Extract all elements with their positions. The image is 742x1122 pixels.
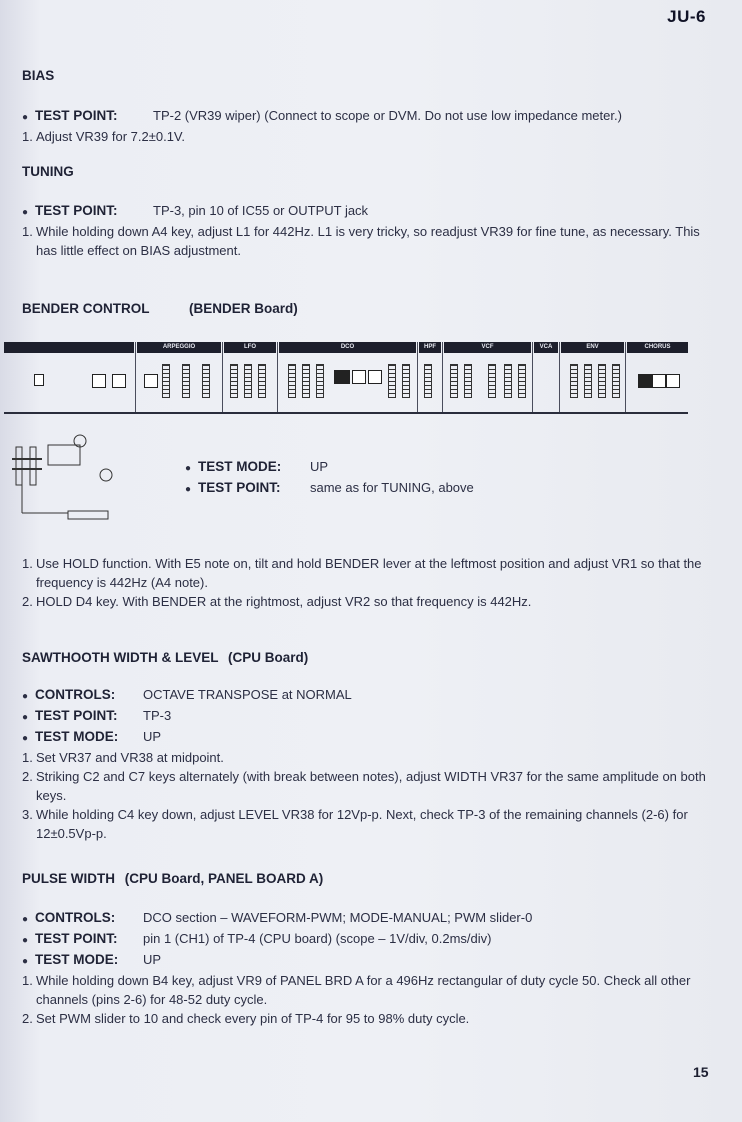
value: TP-2 (VR39 wiper) (Connect to scope or DVM. Do not use low impedance meter.) <box>153 108 622 123</box>
step-text: Use HOLD function. With E5 note on, tilt and hold BENDER lever at the leftmost position and adjust VR1 so that the frequency is 442Hz (A4 note). <box>36 556 702 590</box>
bias-heading: BIAS <box>22 68 55 83</box>
panel-section-hpf: HPF <box>419 342 441 353</box>
value: UP <box>310 459 329 474</box>
step-text: HOLD D4 key. With BENDER at the rightmost, adjust VR2 so that frequency is 442Hz. <box>36 594 532 609</box>
label: TEST POINT: <box>35 708 118 723</box>
section-board: (CPU Board, PANEL BOARD A) <box>124 871 324 886</box>
step-number: 2. <box>22 769 33 784</box>
step-text: Adjust VR39 for 7.2±0.1V. <box>36 129 186 144</box>
panel-section-lfo: LFO <box>224 342 276 353</box>
panel-section-arpeggio: ARPEGGIO <box>137 342 221 353</box>
pulse-block <box>22 908 712 1028</box>
value: UP <box>143 729 162 744</box>
step-text: While holding C4 key down, adjust LEVEL VR38 for 12Vp-p. Next, check TP-3 of the remaining channels (2-6) for 12±0.5Vp-p. <box>36 807 688 841</box>
sawtooth-heading <box>22 650 308 665</box>
sawtooth-block <box>22 685 712 843</box>
step-text: While holding down A4 key, adjust L1 for 442Hz. L1 is very tricky, so readjust VR39 for fine tune, as necessary. This has little effect on BIAS adjustment. <box>36 224 700 258</box>
page-number: 15 <box>693 1064 709 1080</box>
bullet-icon: ● <box>22 935 29 946</box>
pulse-heading <box>22 871 323 886</box>
value: OCTAVE TRANSPOSE at NORMAL <box>143 687 352 702</box>
panel-section-dco: DCO <box>279 342 416 353</box>
bullet-icon: ● <box>22 691 29 702</box>
bender-diagram <box>8 425 158 525</box>
label: CONTROLS: <box>35 910 116 925</box>
label: TEST MODE: <box>198 459 282 474</box>
panel-section-vca: VCA <box>534 342 558 353</box>
bender-test-point <box>185 478 474 499</box>
section-title: BENDER CONTROL <box>22 301 150 316</box>
section-board: (CPU Board) <box>228 650 309 665</box>
bullet-icon: ● <box>185 463 192 474</box>
step-number: 1. <box>22 750 33 765</box>
bullet-icon: ● <box>22 914 29 925</box>
label: TEST POINT: <box>35 931 118 946</box>
value: TP-3, pin 10 of IC55 or OUTPUT jack <box>153 203 369 218</box>
bias-test-point <box>22 106 712 127</box>
bias-block <box>22 106 712 146</box>
pulse-test-point <box>22 929 712 950</box>
step-number: 1. <box>22 556 33 571</box>
step-number: 1. <box>22 129 33 144</box>
panel-section-env: ENV <box>561 342 624 353</box>
step-number: 2. <box>22 594 33 609</box>
step-number: 2. <box>22 1011 33 1026</box>
section-board: (BENDER Board) <box>189 301 298 316</box>
bender-heading <box>22 301 298 316</box>
value: UP <box>143 952 162 967</box>
value: same as for TUNING, above <box>310 480 474 495</box>
step-number: 3. <box>22 807 33 822</box>
label: TEST POINT: <box>198 480 281 495</box>
label: TEST MODE: <box>35 729 119 744</box>
bullet-icon: ● <box>22 712 29 723</box>
bullet-icon: ● <box>22 112 29 123</box>
bullet-icon: ● <box>185 484 192 495</box>
sawtooth-controls <box>22 685 712 706</box>
step-text: Set VR37 and VR38 at midpoint. <box>36 750 224 765</box>
step <box>22 767 712 805</box>
step <box>22 554 712 592</box>
tuning-test-point <box>22 201 712 222</box>
step <box>22 222 712 260</box>
label: TEST POINT: <box>35 108 118 123</box>
label: TEST POINT: <box>35 203 118 218</box>
bullet-icon: ● <box>22 207 29 218</box>
step <box>22 971 712 1009</box>
label: TEST MODE: <box>35 952 119 967</box>
step-text: Striking C2 and C7 keys alternately (with break between notes), adjust WIDTH VR37 for the same amplitude on both keys. <box>36 769 706 803</box>
bender-steps <box>22 554 712 611</box>
model-number: JU-6 <box>667 7 706 26</box>
sawtooth-test-mode <box>22 727 712 748</box>
step-text: While holding down B4 key, adjust VR9 of PANEL BRD A for a 496Hz rectangular of duty cycle 50. Check all other channels (pins 2-6) for 48-52 duty cycle. <box>36 973 691 1007</box>
sawtooth-test-point <box>22 706 712 727</box>
value: TP-3 <box>143 708 172 723</box>
step-number: 1. <box>22 224 33 239</box>
bender-test-settings <box>185 457 474 499</box>
step <box>22 592 712 611</box>
step <box>22 748 712 767</box>
value: pin 1 (CH1) of TP-4 (CPU board) (scope – 1V/div, 0.2ms/div) <box>143 931 492 946</box>
step <box>22 127 712 146</box>
section-title: PULSE WIDTH <box>22 871 115 886</box>
step <box>22 805 712 843</box>
panel-section-vcf: VCF <box>444 342 531 353</box>
bender-test-mode <box>185 457 474 478</box>
pulse-controls <box>22 908 712 929</box>
bullet-icon: ● <box>22 956 29 967</box>
panel-section-chorus: CHORUS <box>627 342 688 353</box>
step-number: 1. <box>22 973 33 988</box>
tuning-heading: TUNING <box>22 164 74 179</box>
bullet-icon: ● <box>22 733 29 744</box>
pulse-test-mode <box>22 950 712 971</box>
tuning-block <box>22 201 712 260</box>
step-text: Set PWM slider to 10 and check every pin of TP-4 for 95 to 98% duty cycle. <box>36 1011 470 1026</box>
step <box>22 1009 712 1028</box>
value: DCO section – WAVEFORM-PWM; MODE-MANUAL; PWM slider-0 <box>143 910 533 925</box>
label: CONTROLS: <box>35 687 116 702</box>
front-panel-diagram <box>4 340 688 416</box>
section-title: SAWTHOOTH WIDTH & LEVEL <box>22 650 219 665</box>
